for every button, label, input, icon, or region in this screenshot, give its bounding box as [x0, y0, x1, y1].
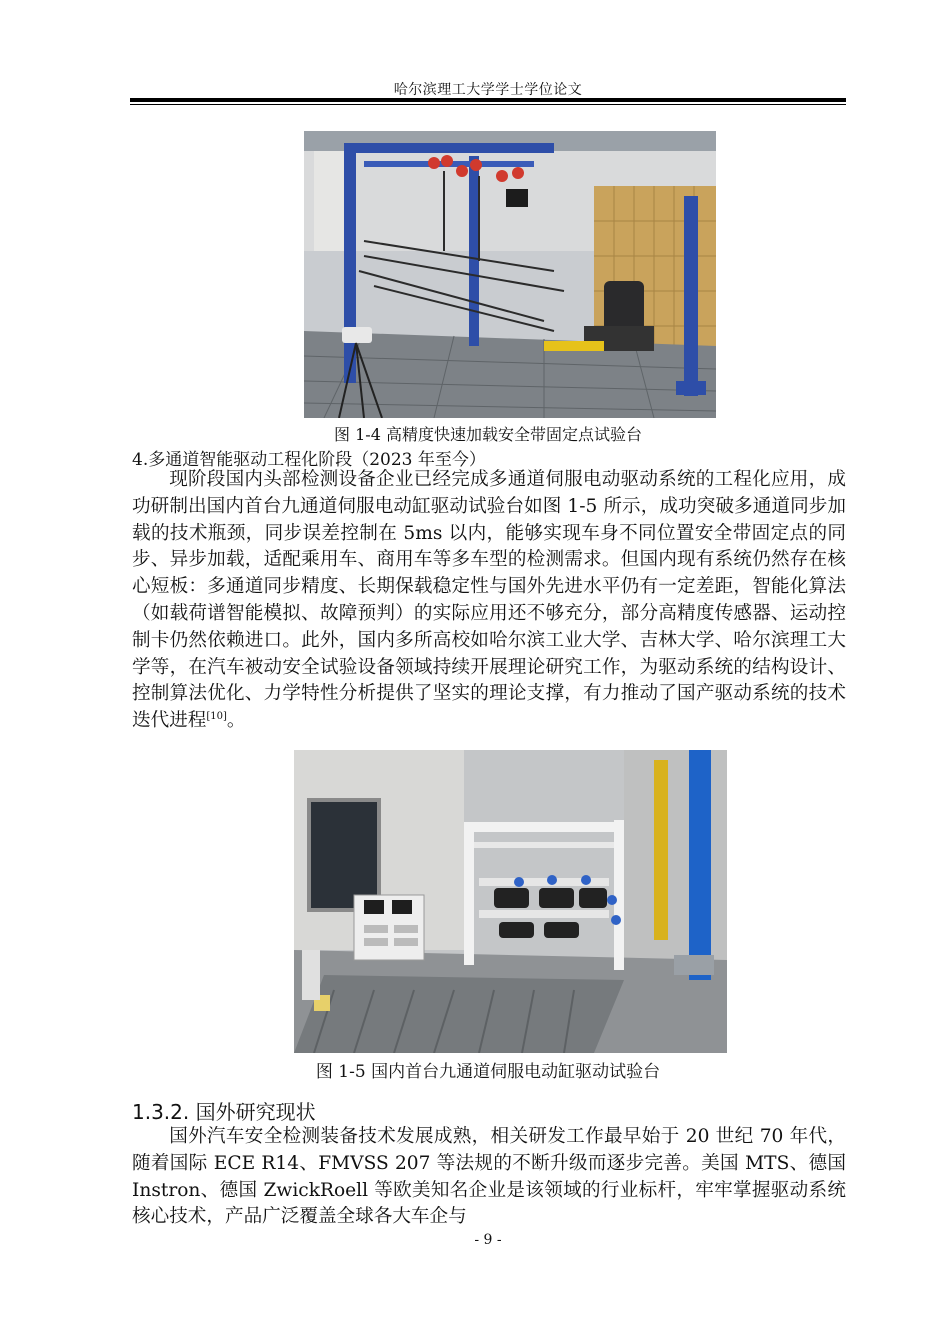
paragraph-1-text: 现阶段国内头部检测设备企业已经完成多通道伺服电动驱动系统的工程化应用，成功研制出国内首台九通道伺服电动缸驱动试验台如图 1-5 所示，成功突破多通道同步加载的技术瓶颈，同步误差控制在 5ms 以内，能够实现车身不同位置安全带固定点的同步、异步加载，适配乘用车、商用车等多车型的检测需求。但国内现有系统仍然存在核心短板：多通道同步精度、长期保载稳定性与国外先进水平仍有一定差距，智能化算法（如载荷谱智能模拟、故障预判）的实际应用还不够充分，部分高精度传感器、运动控制卡仍然依赖进口。此外，国内多所高校如哈尔滨工业大学、吉林大学、哈尔滨理工大学等，在汽车被动安全试验设备领域持续开展理论研究工作，为驱动系统的结构设计、控制算法优化、力学特性分析提供了坚实的理论支撑，有力推动了国产驱动系统的技术迭代进程 [132, 469, 846, 732]
figure-1-5-photo [294, 750, 727, 1053]
figure-1-5-caption: 图 1-5 国内首台九通道伺服电动缸驱动试验台 [315, 1062, 661, 1082]
section-1-3-2-heading: 1.3.2. 国外研究现状 [132, 1100, 316, 1124]
page-header: 哈尔滨理工大学学士学位论文 [393, 82, 583, 98]
paragraph-1-end: 。 [226, 710, 246, 732]
figure-1-4-caption: 图 1-4 高精度快速加载安全带固定点试验台 [334, 425, 642, 444]
figure-1-4-photo [304, 131, 716, 418]
paragraph-2: 国外汽车安全检测装备技术发展成熟，相关研发工作最早始于 20 世纪 70 年代，随着国际 ECE R14、FMVSS 207 等法规的不断升级而逐步完善。美国 MTS、德国 Instron、德国 ZwickRoell 等欧美知名企业是该领域的行业标杆，牢牢掌握驱动系统核心技术，产品广泛覆盖全球各大车企与 [132, 1126, 846, 1228]
header-rule-thin [130, 104, 846, 105]
paragraph-1 [132, 467, 846, 735]
header-rule-thick [130, 98, 846, 102]
citation-10: [10] [206, 710, 227, 722]
section-4-heading: 4.多通道智能驱动工程化阶段（2023 年至今） [132, 450, 486, 470]
page-number: - 9 - [474, 1232, 502, 1248]
